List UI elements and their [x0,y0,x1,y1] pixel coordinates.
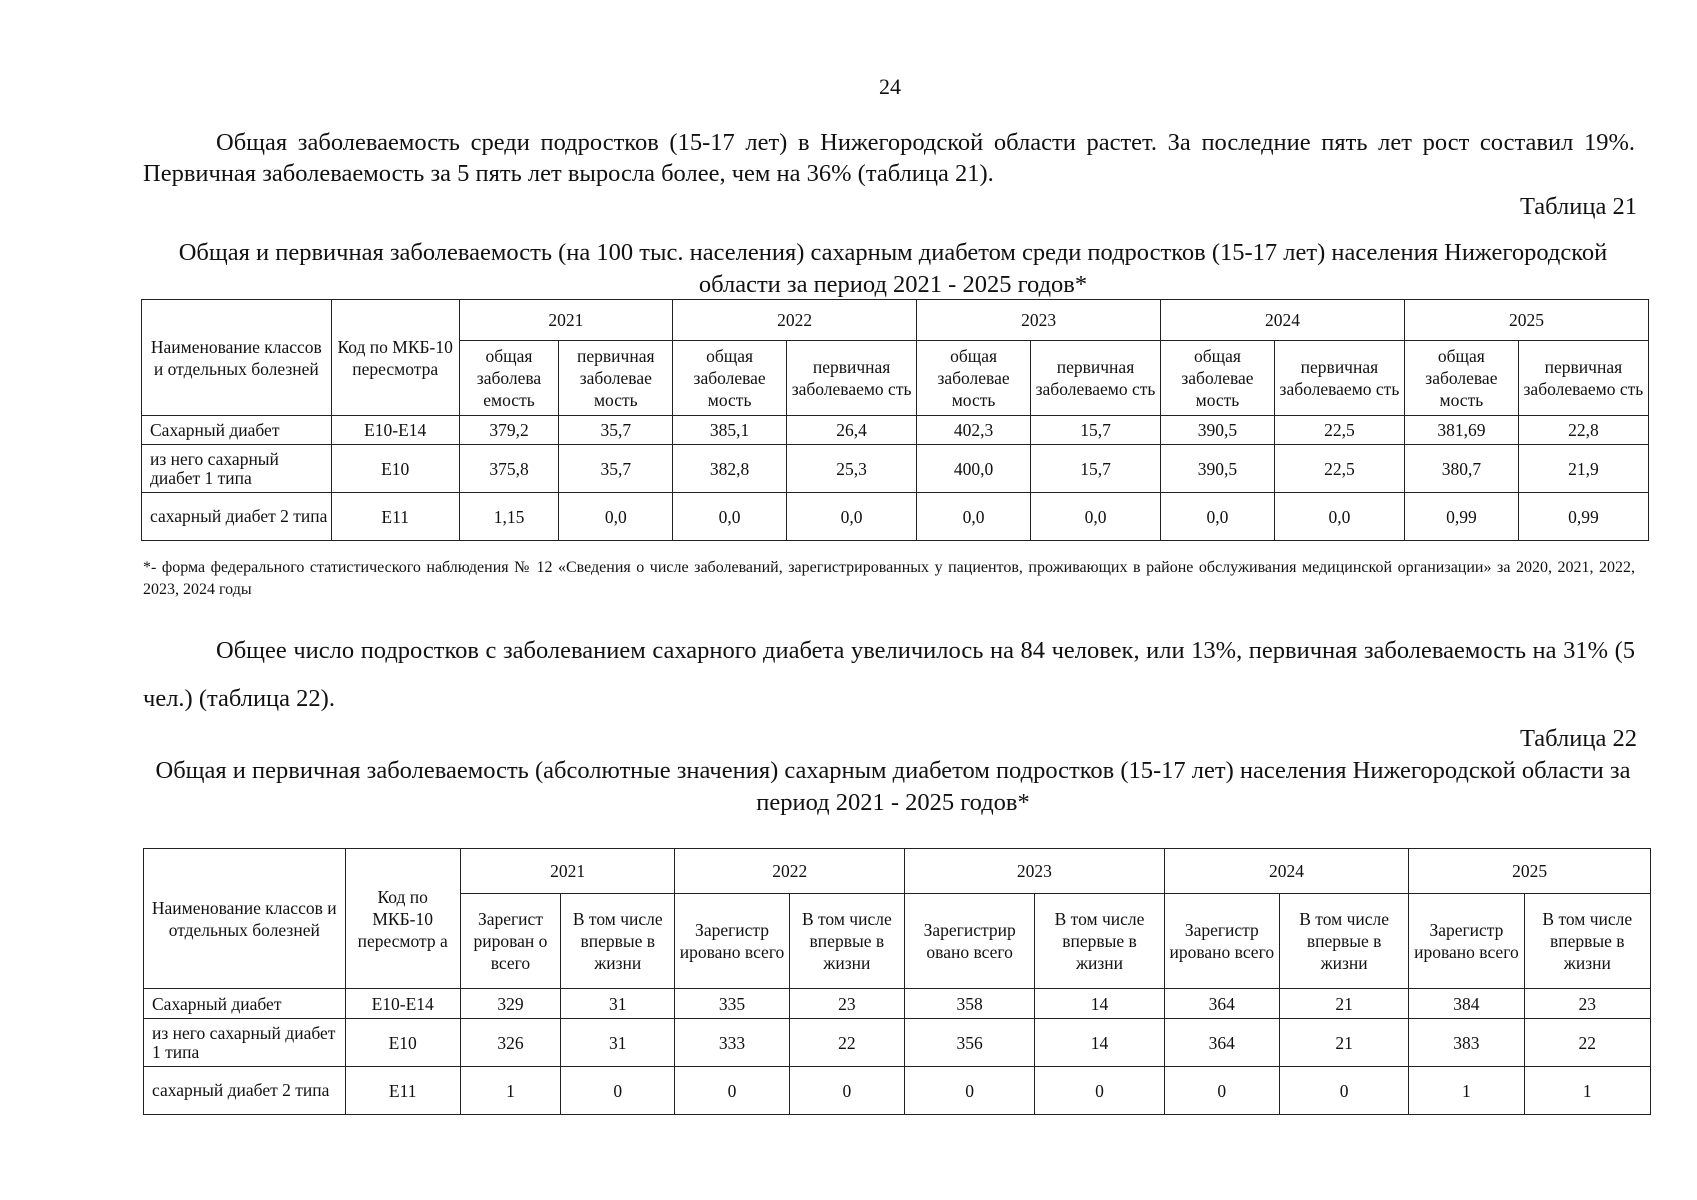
table21 [141,299,1649,541]
table22-title: Общая и первичная заболеваемость (абсолютные значения) сахарным диабетом подростков (15-17 лет) населения Нижегородской области за период 2021 - 2025 годов* [155,757,1631,816]
cell: 31 [561,989,675,1019]
cell: 379,2 [459,416,559,445]
cell: 14 [1035,989,1164,1019]
subheader-primary: первичная заболеваемо сть [1274,341,1404,416]
cell: 23 [789,989,904,1019]
cell: 14 [1035,1019,1164,1067]
subheader-total: общая заболевае мость [1161,341,1275,416]
cell: 25,3 [787,445,917,493]
cell: 0,99 [1518,493,1648,541]
subheader-primary: первичная заболеваемо сть [787,341,917,416]
header-year: 2021 [460,849,675,894]
cell: 364 [1164,1019,1279,1067]
table21-label: Таблица 21 [1519,193,1637,220]
header-year: 2023 [917,300,1161,341]
cell: 364 [1164,989,1279,1019]
cell: 356 [904,1019,1034,1067]
subheader-total: общая заболевае мость [1404,341,1518,416]
row-code: Е11 [345,1067,460,1115]
subheader-total: общая заболева емость [459,341,559,416]
subheader-first-time: В том числе впервые в жизни [1279,894,1408,989]
cell: 22 [1524,1019,1650,1067]
cell: 0 [675,1067,789,1115]
row-name: из него сахарный диабет 1 типа [144,1019,346,1067]
cell: 402,3 [917,416,1031,445]
cell: 0,0 [1274,493,1404,541]
cell: 0 [904,1067,1034,1115]
table21-footnote: *- форма федерального статистического наблюдения № 12 «Сведения о числе заболеваний, зарегистрированных у пациентов, проживающих в районе обслуживания медицинской организации» за 2020, 2021, 2022, 2023, 2024 годы [143,559,1635,598]
second-paragraph: Общее число подростков с заболеванием сахарного диабета увеличилось на 84 человек, или 13%, первичная заболеваемость на 31% (5 чел.) (таблица 22). [143,637,1635,712]
cell: 400,0 [917,445,1031,493]
cell: 22 [789,1019,904,1067]
cell: 382,8 [673,445,787,493]
table22-label: Таблица 22 [1519,725,1637,752]
cell: 383 [1409,1019,1524,1067]
header-year: 2022 [675,849,905,894]
subheader-registered: Зарегистр ировано всего [1409,894,1524,989]
cell: 26,4 [787,416,917,445]
subheader-first-time: В том числе впервые в жизни [1035,894,1164,989]
subheader-registered: Зарегистрир овано всего [904,894,1034,989]
subheader-registered: Зарегистр ировано всего [675,894,789,989]
cell: 0 [789,1067,904,1115]
header-year: 2025 [1404,300,1648,341]
subheader-first-time: В том числе впервые в жизни [1524,894,1650,989]
cell: 1 [1524,1067,1650,1115]
header-year: 2025 [1409,849,1651,894]
header-code: Код по МКБ-10 пересмотра [331,300,459,416]
cell: 15,7 [1030,445,1160,493]
row-code: Е10-Е14 [331,416,459,445]
cell: 22,8 [1518,416,1648,445]
cell: 0 [1035,1067,1164,1115]
cell: 333 [675,1019,789,1067]
cell: 1,15 [459,493,559,541]
table22 [143,848,1651,1115]
cell: 21,9 [1518,445,1648,493]
cell: 31 [561,1019,675,1067]
cell: 0,0 [917,493,1031,541]
cell: 358 [904,989,1034,1019]
cell: 22,5 [1274,445,1404,493]
cell: 329 [460,989,560,1019]
cell: 335 [675,989,789,1019]
cell: 390,5 [1161,416,1275,445]
header-code: Код по МКБ-10 пересмотр а [345,849,460,989]
subheader-primary: первичная заболеваемо сть [1030,341,1160,416]
row-name: сахарный диабет 2 типа [144,1067,346,1115]
cell: 21 [1279,989,1408,1019]
subheader-primary: первичная заболеваемо сть [1518,341,1648,416]
cell: 0 [1164,1067,1279,1115]
cell: 390,5 [1161,445,1275,493]
cell: 0,0 [1161,493,1275,541]
row-name: сахарный диабет 2 типа [142,493,332,541]
cell: 0 [1279,1067,1408,1115]
subheader-total: общая заболевае мость [673,341,787,416]
row-name: Сахарный диабет [142,416,332,445]
subheader-total: общая заболевае мость [917,341,1031,416]
cell: 15,7 [1030,416,1160,445]
table-row [142,416,1649,445]
subheader-registered: Зарегистр ировано всего [1164,894,1279,989]
table-row [144,1019,1651,1067]
cell: 381,69 [1404,416,1518,445]
cell: 0,0 [1030,493,1160,541]
cell: 0,0 [787,493,917,541]
row-name: Сахарный диабет [144,989,346,1019]
table-row [144,1067,1651,1115]
header-year: 2022 [673,300,917,341]
row-code: Е11 [331,493,459,541]
cell: 375,8 [459,445,559,493]
header-year: 2024 [1161,300,1405,341]
cell: 0 [561,1067,675,1115]
cell: 380,7 [1404,445,1518,493]
cell: 23 [1524,989,1650,1019]
table21-title: Общая и первичная заболеваемость (на 100 тыс. населения) сахарным диабетом среди подростков (15-17 лет) населения Нижегородской области за период 2021 - 2025 годов* [178,239,1608,298]
subheader-first-time: В том числе впервые в жизни [789,894,904,989]
header-name: Наименование классов и отдельных болезней [142,300,332,416]
subheader-first-time: В том числе впервые в жизни [561,894,675,989]
cell: 0,0 [559,493,673,541]
cell: 384 [1409,989,1524,1019]
header-year: 2024 [1164,849,1409,894]
header-year: 2021 [459,300,673,341]
cell: 1 [460,1067,560,1115]
header-year: 2023 [904,849,1164,894]
cell: 22,5 [1274,416,1404,445]
row-name: из него сахарный диабет 1 типа [142,445,332,493]
row-code: Е10 [345,1019,460,1067]
subheader-primary: первичная заболевае мость [559,341,673,416]
header-name: Наименование классов и отдельных болезней [144,849,346,989]
cell: 385,1 [673,416,787,445]
cell: 21 [1279,1019,1408,1067]
cell: 35,7 [559,416,673,445]
cell: 0,0 [673,493,787,541]
table-row [144,989,1651,1019]
table-row [142,445,1649,493]
row-code: Е10 [331,445,459,493]
cell: 35,7 [559,445,673,493]
intro-paragraph: Общая заболеваемость среди подростков (15-17 лет) в Нижегородской области растет. За последние пять лет рост составил 19%. Первичная заболеваемость за 5 пять лет выросла более, чем на 36% (таблица 21). [143,129,1635,187]
subheader-registered: Зарегист рирован о всего [460,894,560,989]
cell: 1 [1409,1067,1524,1115]
cell: 0,99 [1404,493,1518,541]
cell: 326 [460,1019,560,1067]
row-code: Е10-Е14 [345,989,460,1019]
table-row [142,493,1649,541]
page-number: 24 [879,74,901,99]
